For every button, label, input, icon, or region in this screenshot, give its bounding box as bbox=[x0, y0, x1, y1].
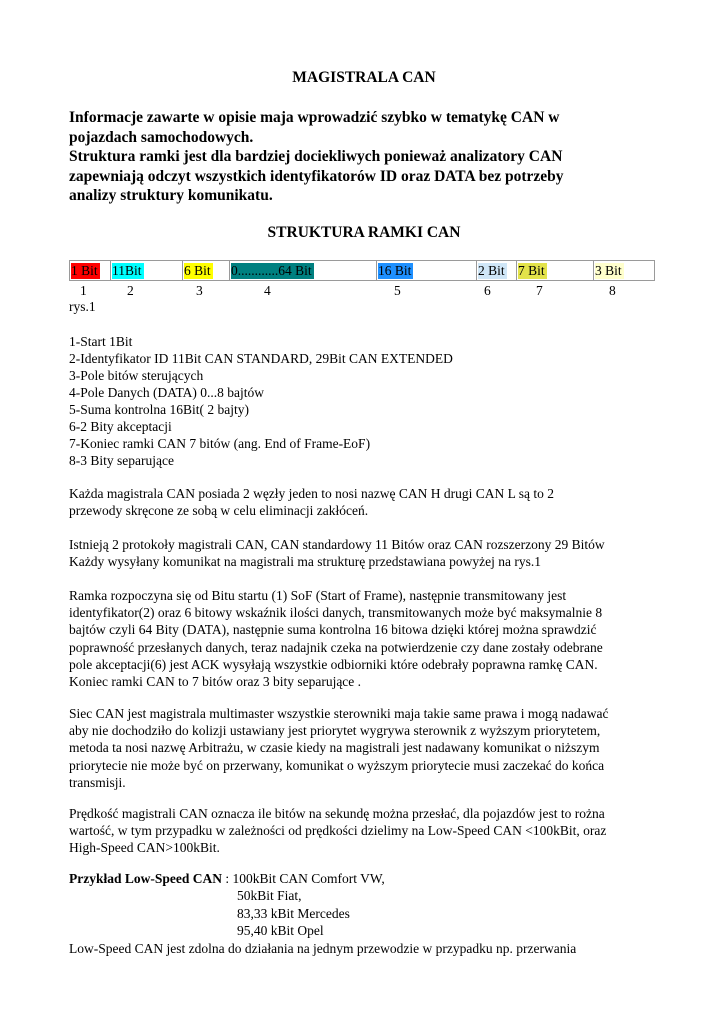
paragraph-line: Istnieją 2 protokoły magistrali CAN, CAN standardowy 11 Bitów oraz CAN rozszerzony 29 Bitów bbox=[69, 537, 605, 552]
field-number: 7 bbox=[536, 283, 543, 298]
field-number: 3 bbox=[196, 283, 203, 298]
frame-legend-list bbox=[69, 333, 659, 469]
paragraph-line: Ramka rozpoczyna się od Bitu startu (1) SoF (Start of Frame), następnie transmitowany jest bbox=[69, 588, 567, 603]
paragraph-line: Siec CAN jest magistrala multimaster wszystkie sterowniki maja takie same prawa i mogą nadawać bbox=[69, 706, 609, 721]
paragraph-bus-speed bbox=[69, 805, 664, 857]
figure-label: rys.1 bbox=[69, 299, 96, 314]
legend-item: 1-Start 1Bit bbox=[69, 334, 133, 349]
paragraph-line: bajtów czyli 64 Bity (DATA), następnie suma kontrolna 16 bitowa dzięki której można sprawdzić bbox=[69, 622, 597, 638]
paragraph-frame-description bbox=[69, 587, 664, 690]
field-number: 8 bbox=[609, 283, 616, 298]
paragraph-protocols bbox=[69, 536, 664, 570]
intro-line: pojazdach samochodowych. bbox=[69, 128, 254, 146]
paragraph-line: poprawność przesłanych danych, teraz nadajnik czeka na potwierdzenie czy dane zostały odebrane bbox=[69, 639, 603, 655]
frame-field-numbers bbox=[69, 283, 655, 299]
field-number: 2 bbox=[127, 283, 134, 298]
intro-line: analizy struktury komunikatu. bbox=[69, 187, 273, 205]
paragraph-line: High-Speed CAN>100kBit. bbox=[69, 840, 220, 856]
paragraph-arbitration bbox=[69, 705, 664, 791]
frame-structure-title: STRUKTURA RAMKI CAN bbox=[267, 224, 461, 241]
frame-cell-separator bbox=[594, 261, 654, 280]
paragraph-line: wartość, w tym przypadku w zależności od prędkości dzielimy na Low-Speed CAN <100kBit, oraz bbox=[69, 823, 607, 839]
paragraph-line: transmisji. bbox=[69, 774, 126, 790]
example-item: 50kBit Fiat, bbox=[237, 888, 302, 904]
frame-field-label: 3 Bit bbox=[595, 262, 622, 278]
example-item: 83,33 kBit Mercedes bbox=[237, 905, 350, 921]
frame-field-label: 1 Bit bbox=[71, 262, 98, 278]
paragraph-line: aby nie dochodziło do kolizji ustawiany jest priorytet wygrywa sterownik z wyższym priorytetem, bbox=[69, 723, 601, 739]
frame-field-label: 11Bit bbox=[112, 262, 142, 278]
intro-paragraph bbox=[69, 108, 659, 206]
paragraph-line: Każda magistrala CAN posiada 2 węzły jeden to nosi nazwę CAN H drugi CAN L są to 2 bbox=[69, 486, 555, 501]
example-label: Przykład Low-Speed CAN bbox=[69, 871, 223, 886]
paragraph-line: Każdy wysyłany komunikat na magistrali ma strukturę przedstawiana powyżej na rys.1 bbox=[69, 554, 541, 570]
paragraph-line: identyfikator(2) oraz 6 bitowy wskaźnik ilości danych, transmitowanych może być maksymalnie 8 bbox=[69, 605, 603, 621]
intro-line: zapewniają odczyt wszystkich identyfikatorów ID oraz DATA bez potrzeby bbox=[69, 167, 564, 185]
paragraph-line: priorytecie nie może być on przerwany, komunikat o wyższym priorytecie musi zaczekać do końca bbox=[69, 757, 605, 773]
example-item: : 100kBit CAN Comfort VW, bbox=[222, 871, 385, 886]
paragraph-line: metoda ta nosi nazwę Arbitrażu, w czasie kiedy na magistrali jest nadawany komunikat o niższym bbox=[69, 740, 600, 756]
legend-item: 4-Pole Danych (DATA) 0...8 bajtów bbox=[69, 385, 265, 400]
legend-item: 2-Identyfikator ID 11Bit CAN STANDARD, 29Bit CAN EXTENDED bbox=[69, 351, 453, 366]
frame-field-label: 7 Bit bbox=[518, 262, 545, 278]
intro-line: Struktura ramki jest dla bardziej dociekliwych ponieważ analizatory CAN bbox=[69, 148, 563, 166]
paragraph-line: Koniec ramki CAN to 7 bitów oraz 3 bity separujące . bbox=[69, 674, 362, 690]
frame-cell-eof bbox=[517, 261, 594, 280]
legend-item: 5-Suma kontrolna 16Bit( 2 bajty) bbox=[69, 402, 249, 417]
example-last-line: Low-Speed CAN jest zdolna do działania na jednym przewodzie w przypadku np. przerwania bbox=[69, 940, 577, 956]
legend-item: 3-Pole bitów sterujących bbox=[69, 368, 204, 383]
example-first-line bbox=[69, 870, 664, 887]
frame-field-label: 2 Bit bbox=[478, 262, 505, 278]
field-number: 4 bbox=[264, 283, 271, 298]
legend-item: 7-Koniec ramki CAN 7 bitów (ang. End of Frame-EoF) bbox=[69, 436, 371, 451]
frame-field-label: 6 Bit bbox=[184, 262, 211, 278]
field-number: 6 bbox=[484, 283, 491, 298]
frame-cell-crc bbox=[377, 261, 477, 280]
can-frame-table bbox=[69, 260, 655, 281]
field-number: 5 bbox=[394, 283, 401, 298]
legend-item: 6-2 Bity akceptacji bbox=[69, 419, 172, 434]
paragraph-can-wires bbox=[69, 485, 664, 519]
intro-line: Informacje zawarte w opisie maja wprowadzić szybko w tematykę CAN w bbox=[69, 109, 560, 126]
frame-field-label: 16 Bit bbox=[378, 262, 412, 278]
paragraph-line: Prędkość magistrali CAN oznacza ile bitów na sekundę można przesłać, dla pojazdów jest to rożna bbox=[69, 806, 605, 821]
field-number: 1 bbox=[80, 283, 87, 298]
legend-item: 8-3 Bity separujące bbox=[69, 453, 174, 468]
frame-cell-identifier bbox=[111, 261, 183, 280]
frame-cell-start bbox=[70, 261, 111, 280]
paragraph-line: pole akceptacji(6) jest ACK wysyłają wszystkie odbiorniki które odebrały poprawna ramkę CAN. bbox=[69, 656, 598, 672]
frame-cell-ack bbox=[477, 261, 517, 280]
document-title: MAGISTRALA CAN bbox=[292, 69, 436, 86]
frame-cell-data bbox=[230, 261, 377, 280]
example-item: 95,40 kBit Opel bbox=[237, 923, 324, 939]
frame-cell-control bbox=[183, 261, 230, 280]
low-speed-example bbox=[69, 870, 664, 957]
paragraph-line: przewody skręcone ze sobą w celu eliminacji zakłóceń. bbox=[69, 503, 369, 519]
frame-field-label: 0............64 Bit bbox=[231, 262, 312, 278]
